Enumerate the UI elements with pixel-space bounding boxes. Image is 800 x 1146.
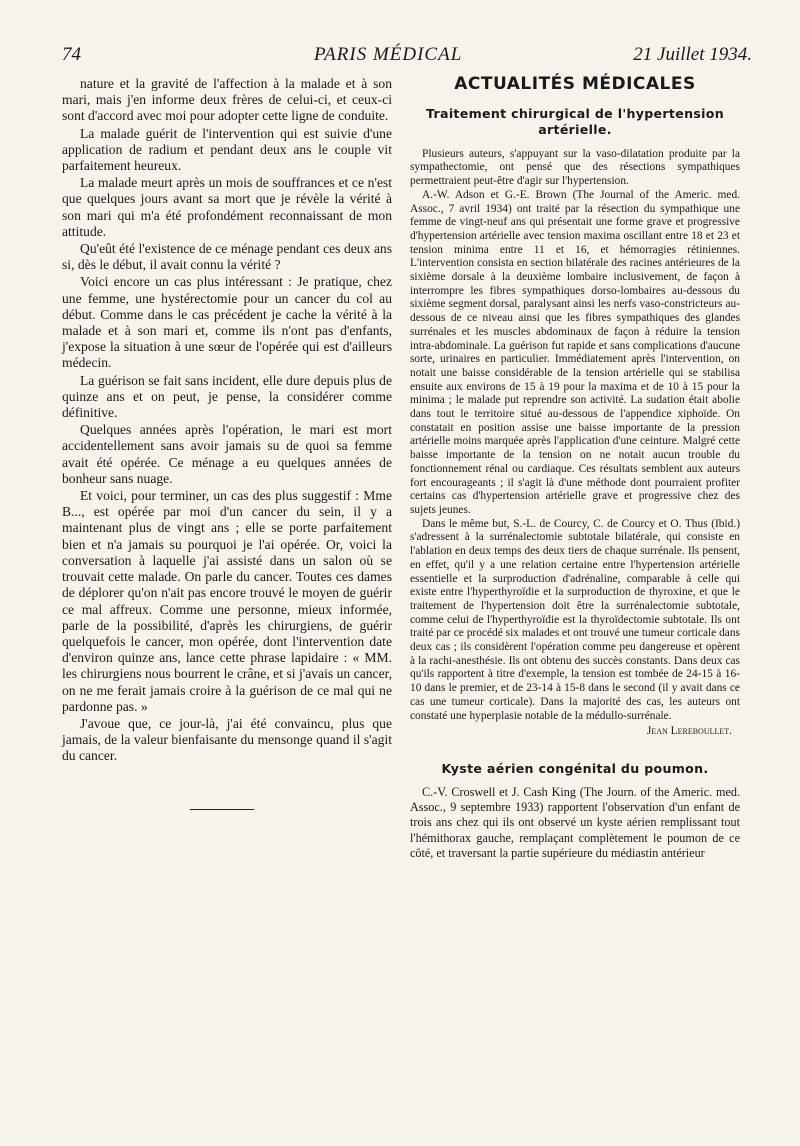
paragraph: nature et la gravité de l'affection à la malade et à son mari, mais j'en informe deux frères de celui-ci, et ceux-ci sont d'accord avec moi pour adopter cette ligne de conduite. (62, 76, 392, 124)
paragraph: J'avoue que, ce jour-là, j'ai été convaincu, plus que jamais, de la valeur bienfaisante du mensonge quand il s'agit du cancer. (62, 715, 392, 764)
issue-date: 21 Juillet 1934. (633, 44, 752, 65)
paragraph: Plusieurs auteurs, s'appuyant sur la vaso-dilatation produite par la sympathectomie, ont pensé que des résections sympathiques permettraient peut-être d'agir sur l'hypertension. (410, 147, 740, 188)
article-title: Traitement chirurgical de l'hypertension artérielle. (426, 105, 724, 137)
article-title: Kyste aérien congénital du poumon. (441, 760, 709, 776)
author-signature: Jean Lereboullet. (646, 725, 732, 738)
paragraph: A.-W. Adson et G.-E. Brown (The Journal of the Americ. med. Assoc., 7 avril 1934) ont traité par la résection du sympathique une femme de vingt-neuf ans qui présentait une forme grave et progressive d'hypertension artérielle avec tension maxima oscillant entre 18 et 23 et tension minima entre 11 et 16, et hémorragies rétiniennes. L'intervention consista en section bilatérale des racines antérieures de la sixième dorsale à la deuxième lombaire inclusivement, de façon à interrompre les fibres sympathiques dorso-lombaires au-dessous du sixième segment dorsal, paralysant ainsi les nerfs vaso-constricteurs au-dessous de ce niveau ainsi que les fibres sympathiques des glandes surrénales et les muscles abdominaux de façon à réduire la tension intra-abdominale. La guérison fut rapide et sans complications d'aucune sorte, urinaires en particulier. Immédiatement après l'intervention, on notait une baisse considérable de la tension artérielle qui se stabilisa ensuite aux environs de 15 à 19 pour la maxima et de 10 à 15 pour la minima ; le malade put reprendre son activité. La sudation était abolie dans tout le territoire situé au-dessous de l'appendice xiphoïde. On constatait en position assise une baisse importante de la pression artérielle moins marquée après l'application d'une ceinture. Malgré cette baisse importante de la tension on ne notait aucun trouble du fonctionnement rénal ou cardiaque. Ces résultats semblent aux auteurs fort encourageants ; il s'agit là d'une méthode dont pourraient profiter certains cas d'hypertension artérielle grave et progressive chez des sujets jeunes. (410, 188, 740, 516)
page-number: 74 (62, 44, 81, 65)
page-header (62, 44, 752, 74)
paragraph: La malade meurt après un mois de souffrances et ce n'est que quelques jours avant sa mort que je révèle la vérité à son mari qui m'a été profondément reconnaissant de mon attitude. (62, 175, 392, 239)
section-divider (190, 809, 254, 810)
section-title: ACTUALITÉS MÉDICALES (454, 74, 696, 94)
paragraph: Et voici, pour terminer, un cas des plus suggestif : Mme B..., est opérée par moi d'un cancer du sein, il y a maintenant plus de vingt ans ; elle se porte parfaitement bien et n'a jamais su pourquoi je l'ai opérée. Or, voici la conversation à laquelle j'ai assisté dans un salon où se trouvait cette malade. On parle du cancer. Toutes ces dames de déplorer qu'on n'ait pas encore trouvé le moyen de guérir ce mal affreux. Comme une personne, mieux informée, parle de la possibilité, d'après les chirurgiens, de guérir quelquefois le cancer, mon opérée, dont l'intervention date d'environ quinze ans, lance cette phrase lapidaire : « MM. les chirurgiens nous bourrent le crâne, et si j'avais un cancer, on ne me ferait jamais croire à la guérison de ce mal qui ne pardonne pas. » (62, 488, 392, 714)
left-column (62, 76, 392, 810)
paragraph: La malade guérit de l'intervention qui est suivie d'une application de radium et pendant deux ans le couple vit parfaitement heureux. (62, 125, 392, 174)
paragraph: Dans le même but, S.-L. de Courcy, C. de Courcy et O. Thus (Ibid.) s'adressent à la surrénalectomie subtotale bilatérale, qui consiste en l'ablation en deux temps des deux tiers de chaque surrénale. Ils pensent, en effet, qu'il y a une relation certaine entre l'hypertension artérielle essentielle et la surproduction d'adrénaline, comparable à celle qui existe entre l'hyperthyroïdie et la surproduction de thyroxine, et que le traitement de l'hypertension doit être la surrénalectomie subtotale, comme celui de l'hyperthyroïdie est la thyroïdectomie subtotale. Ils ont traité par ce procédé six malades et ont trouvé une tumeur corticale dans deux cas ; ils considèrent l'opération comme peu dangereuse et opèrent à la rachi-anesthésie. Ils ont obtenu des succès constants. Dans deux cas qu'ils rapportent à titre d'exemple, la tension est tombée de 24-15 à 16-10 dans le premier, et de 23-14 à 15-8 dans le second (il y avait dans ce cas une tumeur corticale). Dans la majorité des cas, les auteurs ont constaté une hyperplasie notable de la médullo-surrénale. (410, 517, 740, 722)
paragraph: C.-V. Croswell et J. Cash King (The Journ. of the Americ. med. Assoc., 9 septembre 1933) rapportent l'observation d'un enfant de trois ans chez qui ils ont observé un kyste aérien remplissant tout l'hémithorax gauche, remplaçant complètement le poumon de ce côté, et traversant la partie supérieure du médiastin antérieur (410, 784, 740, 860)
right-column (410, 76, 740, 861)
paragraph: Qu'eût été l'existence de ce ménage pendant ces deux ans si, dès le début, il avait connu la vérité ? (62, 241, 392, 273)
journal-title: PARIS MÉDICAL (314, 44, 463, 65)
paragraph: Voici encore un cas plus intéressant : Je pratique, chez une femme, une hystérectomie pour un cancer du col au début. Comme dans le cas précédent je cache la vérité à la malade et à son mari et, comme ils n'ont pas d'enfants, j'expose la situation à une sœur de l'opérée qui est d'ailleurs médecin. (62, 274, 392, 371)
paragraph: Quelques années après l'opération, le mari est mort accidentellement sans avoir jamais su de quoi sa femme avait été opérée. Ce ménage a eu quelques années de bonheur sans nuage. (62, 422, 392, 486)
paragraph: La guérison se fait sans incident, elle dure depuis plus de quinze ans et on peut, je pense, la considérer comme définitive. (62, 372, 392, 421)
